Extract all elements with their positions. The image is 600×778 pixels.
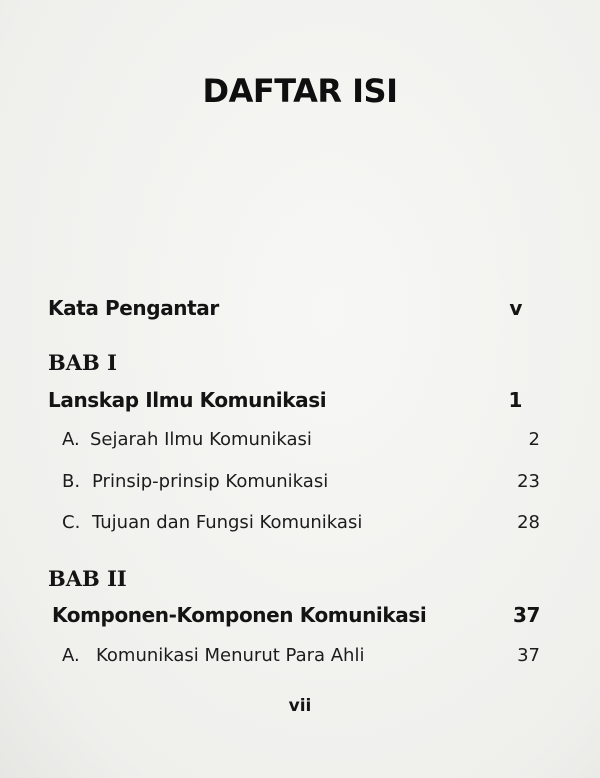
toc-sub-label: Tujuan dan Fungsi Komunikasi (92, 512, 363, 533)
toc-entry-label: Lanskap Ilmu Komunikasi (48, 388, 327, 412)
toc-sub-letter: C. (62, 512, 81, 533)
toc-entry-page: v (509, 296, 522, 320)
toc-entry-page: 37 (512, 603, 540, 627)
toc-entry-page: 1 (508, 388, 522, 412)
toc-sub-page: 23 (517, 471, 540, 492)
toc-sub-letter: B. (62, 471, 81, 492)
chapter-label: BAB I (48, 350, 117, 375)
toc-sub-label: Komunikasi Menurut Para Ahli (96, 645, 365, 666)
bleed-through (280, 185, 284, 202)
toc-sub-letter: A. (62, 429, 80, 450)
page-title: DAFTAR ISI (202, 72, 398, 110)
toc-sub-label: Prinsip-prinsip Komunikasi (92, 471, 329, 492)
toc-sub-page: 28 (517, 512, 540, 533)
toc-sub-page: 2 (528, 429, 540, 450)
toc-entry-label: Kata Pengantar (48, 296, 219, 320)
page-number-footer: vii (288, 696, 312, 716)
toc-sub-letter: A. (62, 645, 80, 666)
scanner-watermark (576, 560, 596, 760)
toc-entry-label: Komponen-Komponen Komunikasi (52, 603, 427, 627)
toc-sub-label: Sejarah Ilmu Komunikasi (90, 429, 312, 450)
toc-sub-page: 37 (517, 645, 540, 666)
chapter-label: BAB II (48, 566, 127, 591)
